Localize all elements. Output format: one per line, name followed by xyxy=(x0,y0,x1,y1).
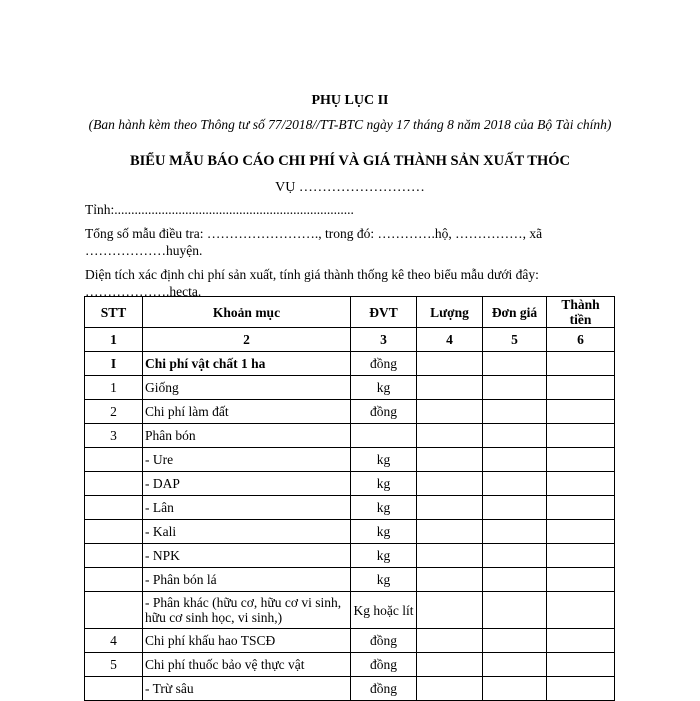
row-stt xyxy=(85,472,143,496)
row-amount xyxy=(547,472,615,496)
row-unit: đồng xyxy=(351,400,417,424)
row-unit: kg xyxy=(351,544,417,568)
table-row xyxy=(85,677,615,701)
header-unit-price: Đơn giá xyxy=(483,297,547,328)
row-unit xyxy=(351,424,417,448)
row-quantity xyxy=(417,448,483,472)
row-unit: Kg hoặc lít xyxy=(351,592,417,629)
row-unit-price xyxy=(483,520,547,544)
row-quantity xyxy=(417,352,483,376)
row-unit-price xyxy=(483,424,547,448)
row-unit: kg xyxy=(351,496,417,520)
row-stt: 5 xyxy=(85,653,143,677)
row-item: - NPK xyxy=(143,544,351,568)
row-unit: kg xyxy=(351,568,417,592)
row-item: - Phân khác (hữu cơ, hữu cơ vi sinh, hữu cơ sinh học, vi sinh,) xyxy=(143,592,351,629)
row-item: - Phân bón lá xyxy=(143,568,351,592)
row-amount xyxy=(547,496,615,520)
table-row xyxy=(85,520,615,544)
row-unit-price xyxy=(483,544,547,568)
column-number: 4 xyxy=(417,328,483,352)
row-quantity xyxy=(417,568,483,592)
row-unit-price xyxy=(483,376,547,400)
row-stt: 3 xyxy=(85,424,143,448)
column-number: 6 xyxy=(547,328,615,352)
row-quantity xyxy=(417,424,483,448)
table-row xyxy=(85,568,615,592)
row-quantity xyxy=(417,496,483,520)
row-amount xyxy=(547,400,615,424)
row-amount xyxy=(547,520,615,544)
row-amount xyxy=(547,376,615,400)
row-quantity xyxy=(417,592,483,629)
row-stt xyxy=(85,568,143,592)
row-item: Chi phí vật chất 1 ha xyxy=(143,352,351,376)
row-amount xyxy=(547,544,615,568)
table-header-row xyxy=(85,297,615,328)
row-stt xyxy=(85,448,143,472)
row-amount xyxy=(547,677,615,701)
row-stt: 2 xyxy=(85,400,143,424)
row-amount xyxy=(547,352,615,376)
row-unit: đồng xyxy=(351,352,417,376)
cost-table xyxy=(84,296,615,701)
row-unit-price xyxy=(483,592,547,629)
row-item: - Trừ sâu xyxy=(143,677,351,701)
table-row xyxy=(85,472,615,496)
column-number: 5 xyxy=(483,328,547,352)
area-field: Diện tích xác định chi phí sản xuất, tính giá thành thống kê theo biểu mẫu dưới đây: ……………….hecta. xyxy=(85,267,539,299)
row-unit-price xyxy=(483,568,547,592)
column-number: 2 xyxy=(143,328,351,352)
row-item: Phân bón xyxy=(143,424,351,448)
row-item: Chi phí khấu hao TSCĐ xyxy=(143,629,351,653)
row-unit: kg xyxy=(351,520,417,544)
row-quantity xyxy=(417,677,483,701)
row-amount xyxy=(547,424,615,448)
row-stt xyxy=(85,496,143,520)
survey-count-field: Tổng số mẫu điều tra: ……………………., trong đó: ………….hộ, ……………, xã ………………huyện. xyxy=(85,226,543,258)
row-quantity xyxy=(417,400,483,424)
form-title: BIỂU MẪU BÁO CÁO CHI PHÍ VÀ GIÁ THÀNH SẢN XUẤT THÓC xyxy=(129,153,571,169)
header-stt: STT xyxy=(85,297,143,328)
column-number: 1 xyxy=(85,328,143,352)
table-row xyxy=(85,400,615,424)
season-line: VỤ ……………………… xyxy=(275,180,425,195)
table-row xyxy=(85,448,615,472)
row-amount xyxy=(547,629,615,653)
row-stt: 1 xyxy=(85,376,143,400)
issuance-note: (Ban hành kèm theo Thông tư số 77/2018//TT-BTC ngày 17 tháng 8 năm 2018 của Bộ Tài chính) xyxy=(88,117,612,132)
column-number-row xyxy=(85,328,615,352)
row-stt xyxy=(85,544,143,568)
row-amount xyxy=(547,568,615,592)
row-unit: kg xyxy=(351,472,417,496)
row-quantity xyxy=(417,544,483,568)
row-stt: 4 xyxy=(85,629,143,653)
header-unit: ĐVT xyxy=(351,297,417,328)
row-stt xyxy=(85,677,143,701)
table-row xyxy=(85,653,615,677)
row-quantity xyxy=(417,520,483,544)
row-item: - Lân xyxy=(143,496,351,520)
row-unit-price xyxy=(483,496,547,520)
row-amount xyxy=(547,653,615,677)
table-row xyxy=(85,496,615,520)
row-amount xyxy=(547,592,615,629)
row-unit-price xyxy=(483,677,547,701)
table-body xyxy=(85,352,615,701)
appendix-title: PHỤ LỤC II xyxy=(311,93,389,108)
row-quantity xyxy=(417,653,483,677)
table-row xyxy=(85,544,615,568)
row-stt xyxy=(85,592,143,629)
header-amount: Thành tiền xyxy=(547,297,615,328)
row-unit-price xyxy=(483,472,547,496)
row-quantity xyxy=(417,376,483,400)
row-unit-price xyxy=(483,629,547,653)
row-unit-price xyxy=(483,352,547,376)
row-unit: đồng xyxy=(351,677,417,701)
row-unit-price xyxy=(483,400,547,424)
header-quantity: Lượng xyxy=(417,297,483,328)
row-item: Chi phí làm đất xyxy=(143,400,351,424)
row-unit: kg xyxy=(351,376,417,400)
column-number: 3 xyxy=(351,328,417,352)
row-item: Chi phí thuốc bảo vệ thực vật xyxy=(143,653,351,677)
row-quantity xyxy=(417,472,483,496)
row-item: - DAP xyxy=(143,472,351,496)
row-item: - Kali xyxy=(143,520,351,544)
row-unit: đồng xyxy=(351,629,417,653)
row-unit: đồng xyxy=(351,653,417,677)
row-unit-price xyxy=(483,448,547,472)
row-unit: kg xyxy=(351,448,417,472)
table-row xyxy=(85,352,615,376)
province-field: Tỉnh:....................................................................... xyxy=(85,202,354,217)
row-item: - Ure xyxy=(143,448,351,472)
row-item: Giống xyxy=(143,376,351,400)
table-row xyxy=(85,629,615,653)
row-amount xyxy=(547,448,615,472)
row-stt: I xyxy=(85,352,143,376)
table-row xyxy=(85,424,615,448)
header-item: Khoản mục xyxy=(143,297,351,328)
table-row xyxy=(85,376,615,400)
row-unit-price xyxy=(483,653,547,677)
row-stt xyxy=(85,520,143,544)
row-quantity xyxy=(417,629,483,653)
table-row xyxy=(85,592,615,629)
